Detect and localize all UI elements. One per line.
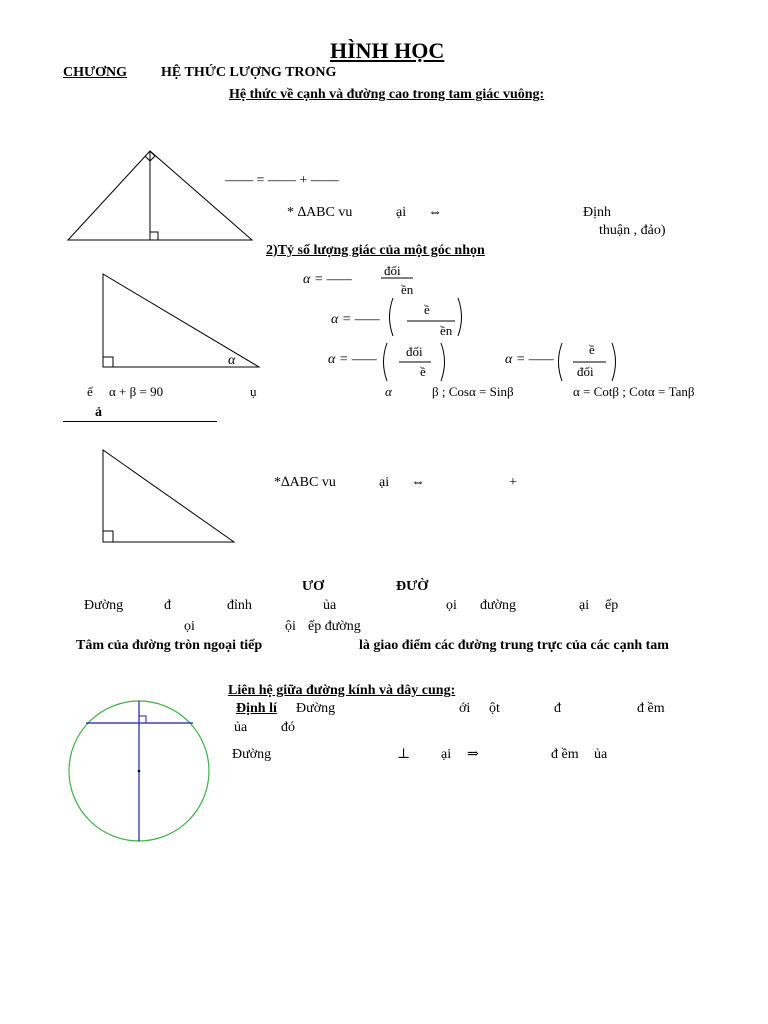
s4-row1-a: Đường <box>84 598 124 613</box>
figure-right-triangle-3 <box>103 450 234 542</box>
section2-title: 2)Tỷ số lượng giác của một góc nhọn <box>266 243 485 258</box>
page-title: HÌNH HỌC <box>330 38 445 63</box>
s5-l3-e: đ ềm <box>551 747 579 762</box>
sub-heading-underline <box>63 421 217 422</box>
s2-sub-heading: ả <box>95 405 102 420</box>
s4-row1-c: đỉnh <box>227 598 252 613</box>
s1-line1-b: ại <box>396 205 407 220</box>
s4-row1-h: ếp <box>605 598 619 613</box>
s5-l3-d: ⇒ <box>467 747 479 762</box>
eq4-den: đối <box>577 364 594 379</box>
eq3-lhs: α = —— <box>328 352 377 367</box>
s5-l3-a: Đường <box>232 747 272 762</box>
s3-line-a: *∆ABC vu <box>274 475 336 490</box>
s4-row1-d: ủa <box>323 598 337 613</box>
s1-line1-d: Định <box>583 205 611 220</box>
s2-bottom-f: α = Cotβ ; Cotα = Tanβ <box>573 384 695 399</box>
s2-bottom-d: α <box>385 384 392 399</box>
s4-row3-a: Tâm của đường tròn ngoại tiếp <box>76 638 263 653</box>
s4-row1-e: ọi <box>446 598 457 613</box>
s4-heading-a: ƯƠ <box>302 579 325 594</box>
s4-row2-c: ếp đường <box>308 619 361 634</box>
s5-l3-b: ⊥ <box>397 747 411 762</box>
section1-title: Hệ thức về cạnh và đường cao trong tam giác vuông: <box>229 87 545 102</box>
s5-th-e: đ ềm <box>637 701 665 716</box>
s4-heading-b: ĐƯỜ <box>396 579 429 594</box>
s4-row1-g: ại <box>579 598 590 613</box>
s1-line2: thuận , đảo) <box>599 223 666 238</box>
eq1-num: đối <box>384 263 401 278</box>
theorem-label: Định lí <box>236 701 277 716</box>
eq3-num: đối <box>406 344 423 359</box>
s5-l3-f: ủa <box>594 747 608 762</box>
s5-th-b: ới <box>459 701 471 716</box>
eq1-lhs: α = —— <box>303 272 352 287</box>
s5-th-d: đ <box>554 701 561 716</box>
s3-line-b: ại <box>379 475 390 490</box>
s2-bottom-c: ụ <box>250 384 257 399</box>
eq4-lhs: α = —— <box>505 352 554 367</box>
s4-row1-b: đ <box>164 598 171 613</box>
s3-line-c: ⇔ <box>411 475 425 490</box>
eq2-den: ền <box>440 323 453 338</box>
s5-th-g: đó <box>281 720 295 735</box>
chapter-title: HỆ THỨC LƯỢNG TRONG <box>161 65 337 80</box>
eq1-den: ền <box>401 282 414 297</box>
figure-right-triangle-alpha <box>103 274 259 367</box>
eq2-num: ề <box>424 302 430 317</box>
eq4-num: ề <box>589 342 595 357</box>
s3-line-d: + <box>509 475 517 490</box>
chapter-label: CHƯƠNG <box>63 65 128 80</box>
s4-row2-a: ọi <box>184 619 195 634</box>
s5-l3-c: ại <box>441 747 452 762</box>
s5-th-a: Đường <box>296 701 336 716</box>
s4-row2-b: ội <box>285 619 296 634</box>
s5-th-f: ủa <box>234 720 248 735</box>
s2-bottom-a: ế <box>87 384 93 399</box>
s2-bottom-b: α + β = 90 <box>109 384 164 399</box>
s5-th-c: ột <box>489 701 500 716</box>
s1-line1-c: ⇔ <box>428 205 442 220</box>
eq3-den: ề <box>420 364 426 379</box>
s1-line1-a: * ∆ABC vu <box>287 205 353 220</box>
s2-bottom-e: β ; Cosα = Sinβ <box>432 384 514 399</box>
figure-circle-diameter-chord <box>69 701 209 841</box>
figure-right-triangle-altitude <box>68 151 252 240</box>
section5-title: Liên hệ giữa đường kính và dây cung: <box>228 683 456 698</box>
eq2-lhs: α = —— <box>331 312 380 327</box>
altitude-formula: —— = —— + —— <box>225 173 339 188</box>
s4-row3-b: là giao điểm các đường trung trực của các cạnh tam <box>359 638 669 653</box>
s4-row1-f: đường <box>480 598 516 613</box>
alpha-angle-label: α <box>228 353 236 368</box>
